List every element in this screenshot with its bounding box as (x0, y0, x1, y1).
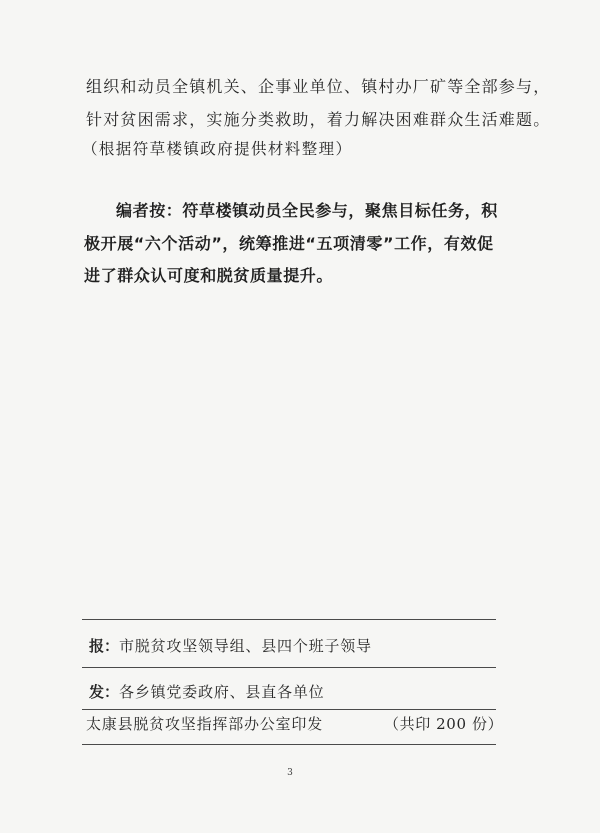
send-recipients: 各乡镇党委政府、县直各单位 (119, 683, 325, 701)
report-to-row (89, 637, 372, 655)
send-to-row (89, 683, 324, 701)
editor-note-line: 编者按：符草楼镇动员全民参与，聚焦目标任务，积 (116, 201, 498, 220)
divider (82, 619, 496, 620)
report-label: 报： (89, 637, 120, 655)
editor-note-line: 进了群众认可度和脱贫质量提升。 (84, 266, 334, 285)
body-line: 针对贫困需求，实施分类救助，着力解决困难群众生活难题。 (86, 110, 551, 129)
divider (82, 744, 496, 745)
divider (82, 667, 496, 668)
page-number: 3 (287, 768, 293, 778)
body-line: 组织和动员全镇机关、企事业单位、镇村办厂矿等全部参与， (86, 77, 551, 96)
copies-count: （共印 200 份） (384, 715, 504, 733)
divider (82, 709, 496, 710)
source-note: （根据符草楼镇政府提供材料整理） (82, 140, 353, 158)
report-recipients: 市脱贫攻坚领导组、县四个班子领导 (119, 637, 372, 655)
editor-note-line: 极开展“六个活动”，统筹推进“五项清零”工作，有效促 (84, 234, 494, 253)
send-label: 发： (89, 683, 120, 701)
issuer-line: 太康县脱贫攻坚指挥部办公室印发 (86, 715, 324, 733)
